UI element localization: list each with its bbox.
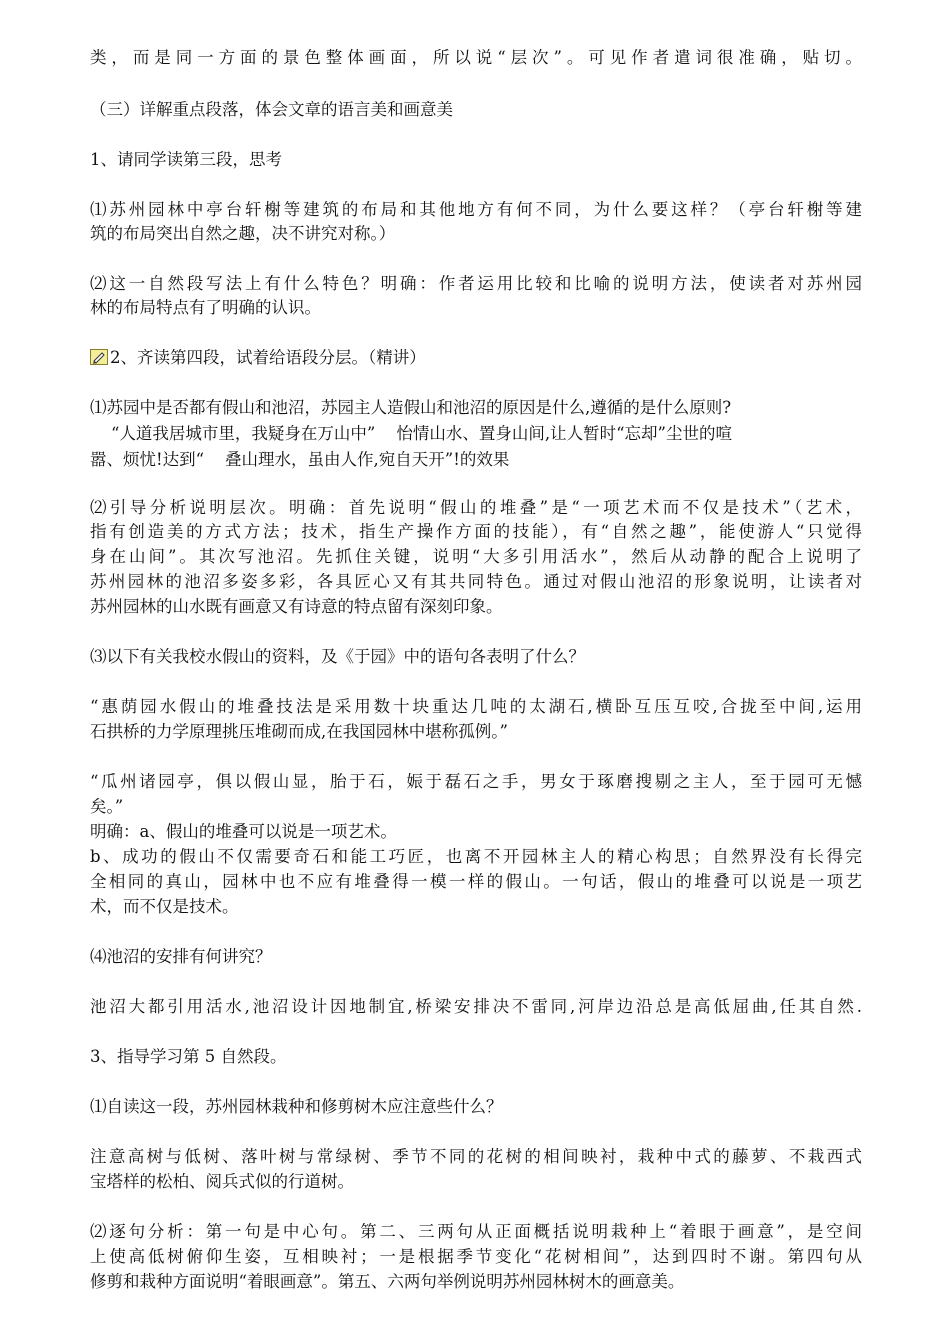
text-line: 指有创造美的方式方法；技术，指生产操作方面的技能），有“自然之趣”，能使游人“只觉得 [90, 522, 862, 541]
answer-line: 术，而不仅是技术。 [90, 897, 239, 916]
text-line: ⑷池沼的安排有何讲究？ [90, 947, 272, 966]
section-heading: （三）详解重点段落，体会文章的语言美和画意美 [90, 100, 453, 119]
text-line: 类，而是同一方面的景色整体画面，所以说“层次”。可见作者遣词很准确，贴切。 [90, 48, 862, 67]
pencil-note-icon [90, 348, 108, 364]
text-line: 苏州园林的池沼多姿多彩，各具匠心又有其共同特色。通过对假山池沼的形象说明，让读者对 [90, 572, 862, 591]
text-line: ⑶以下有关我校水假山的资料，及《于园》中的语句各表明了什么？ [90, 647, 585, 666]
text-line: “人道我居城市里，我疑身在万山中” 怡情山水、置身山间,让人暂时“忘却”尘世的喧 [90, 424, 732, 443]
text-line: 上使高低树俯仰生姿，互相映衬；一是根据季节变化“花树相间”，达到四时不谢。第四句从 [90, 1247, 862, 1266]
text-line: 池沼大都引用活水,池沼设计因地制宜,桥梁安排决不雷同,河岸边沿总是高低屈曲,任其自然. [90, 997, 862, 1016]
text-line: ⑴苏园中是否都有假山和池沼，苏园主人造假山和池沼的原因是什么,遵循的是什么原则? [90, 398, 732, 417]
text-line: ⑵引导分析说明层次。明确：首先说明“假山的堆叠”是“一项艺术而不仅是技术”（艺术， [90, 498, 862, 517]
text-line: 苏州园林的山水既有画意又有诗意的特点留有深刻印象。 [90, 597, 503, 616]
text-line: ⑵这一自然段写法上有什么特色？明确：作者运用比较和比喻的说明方法，使读者对苏州园 [90, 274, 862, 293]
text-line: 宝塔样的松柏、阅兵式似的行道树。 [90, 1172, 354, 1191]
answer-line: 全相同的真山，园林中也不应有堆叠得一模一样的假山。一句话，假山的堆叠可以说是一项艺 [90, 872, 862, 891]
text-line: 注意高树与低树、落叶树与常绿树、季节不同的花树的相间映衬，栽种中式的藤萝、不栽西式 [90, 1147, 862, 1166]
answer-line: 明确：a、假山的堆叠可以说是一项艺术。 [90, 822, 397, 841]
text-line: 筑的布局突出自然之趣，决不讲究对称。） [90, 224, 396, 243]
answer-line: b、成功的假山不仅需要奇石和能工巧匠，也离不开园林主人的精心构思；自然界没有长得完 [90, 847, 862, 866]
item-heading: 1、请同学读第三段，思考 [90, 150, 282, 169]
quote-line: 矣。” [90, 797, 124, 816]
text-line: 林的布局特点有了明确的认识。 [90, 298, 321, 317]
item-heading: 2、齐读第四段，试着给语段分层。（精讲） [110, 348, 426, 367]
item-heading-row [90, 346, 862, 370]
text-line: 嚣、烦忧!达到“ 叠山理水，虽由人作,宛自天开”!的效果 [90, 450, 510, 469]
text-line: ⑴苏州园林中亭台轩榭等建筑的布局和其他地方有何不同，为什么要这样？（亭台轩榭等建 [90, 200, 862, 219]
text-line: 修剪和栽种方面说明“着眼画意”。第五、六两句举例说明苏州园林树木的画意美。 [90, 1272, 685, 1291]
text-line: ⑴自读这一段，苏州园林栽种和修剪树木应注意些什么？ [90, 1097, 503, 1116]
quote-line: “瓜州诸园亭，俱以假山显，胎于石，娠于磊石之手，男女于琢磨搜剔之主人，至于园可无憾 [90, 772, 862, 791]
quote-line: “惠荫园水假山的堆叠技法是采用数十块重达几吨的太湖石,横卧互压互咬,合拢至中间,运用 [90, 697, 862, 716]
text-line: 身在山间”。其次写池沼。先抓住关键，说明“大多引用活水”，然后从动静的配合上说明了 [90, 547, 862, 566]
text-line: ⑵逐句分析：第一句是中心句。第二、三两句从正面概括说明栽种上“着眼于画意”，是空间 [90, 1222, 862, 1241]
item-heading: 3、指导学习第 5 自然段。 [90, 1047, 287, 1066]
quote-line: 石拱桥的力学原理挑压堆砌而成,在我国园林中堪称孤例。” [90, 722, 508, 741]
